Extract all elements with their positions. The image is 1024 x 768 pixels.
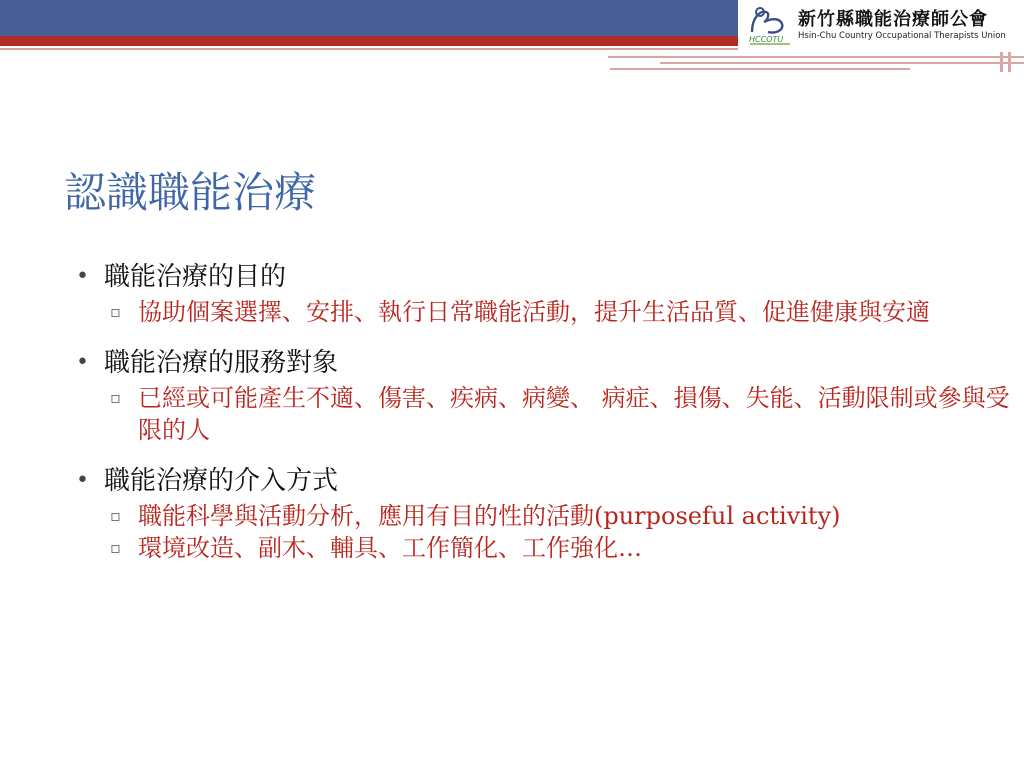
slide-title: 認識職能治療	[64, 168, 317, 217]
sub-bullet-item	[72, 532, 1016, 564]
bullet-dot-icon: •	[76, 350, 89, 375]
bullet-heading	[72, 462, 1016, 500]
logo-chinese-name: 新竹縣職能治療師公會	[798, 9, 988, 30]
svg-text:HCCOTU: HCCOTU	[749, 35, 784, 44]
sub-bullet-item	[72, 382, 1016, 446]
sub-bullet-item	[72, 296, 1016, 328]
item-text: 環境改造、副木、輔具、工作簡化、工作強化…	[138, 534, 642, 562]
square-bullet-icon: ▫	[110, 538, 121, 557]
header-red-thin-line	[0, 48, 738, 50]
bullet-heading	[72, 344, 1016, 382]
item-text: 職能科學與活動分析，應用有目的性的活動(purposeful activity)	[138, 502, 841, 530]
header-red-bar	[0, 36, 738, 46]
square-bullet-icon: ▫	[110, 388, 121, 407]
bullet-heading	[72, 258, 1016, 296]
heading-text: 職能治療的介入方式	[104, 466, 339, 496]
item-text: 已經或可能產生不適、傷害、疾病、病變、 病症、損傷、失能、活動限制或參與受限的人	[138, 384, 1010, 444]
item-text: 協助個案選擇、安排、執行日常職能活動，提升生活品質、促進健康與安適	[138, 298, 930, 326]
square-bullet-icon: ▫	[110, 506, 121, 525]
header-blue-bar	[0, 0, 738, 36]
hand-logo-icon	[746, 4, 794, 48]
heading-text: 職能治療的服務對象	[104, 348, 339, 378]
logo-english-name: Hsin-Chu Country Occupational Therapists Union	[798, 31, 1006, 41]
slide-content	[72, 258, 1016, 564]
header-decorative-stripes	[600, 52, 1024, 72]
square-bullet-icon: ▫	[110, 302, 121, 321]
bullet-dot-icon: •	[76, 468, 89, 493]
sub-bullet-item	[72, 500, 1016, 532]
heading-text: 職能治療的目的	[104, 262, 287, 292]
union-logo	[744, 2, 1024, 50]
bullet-dot-icon: •	[76, 264, 89, 289]
